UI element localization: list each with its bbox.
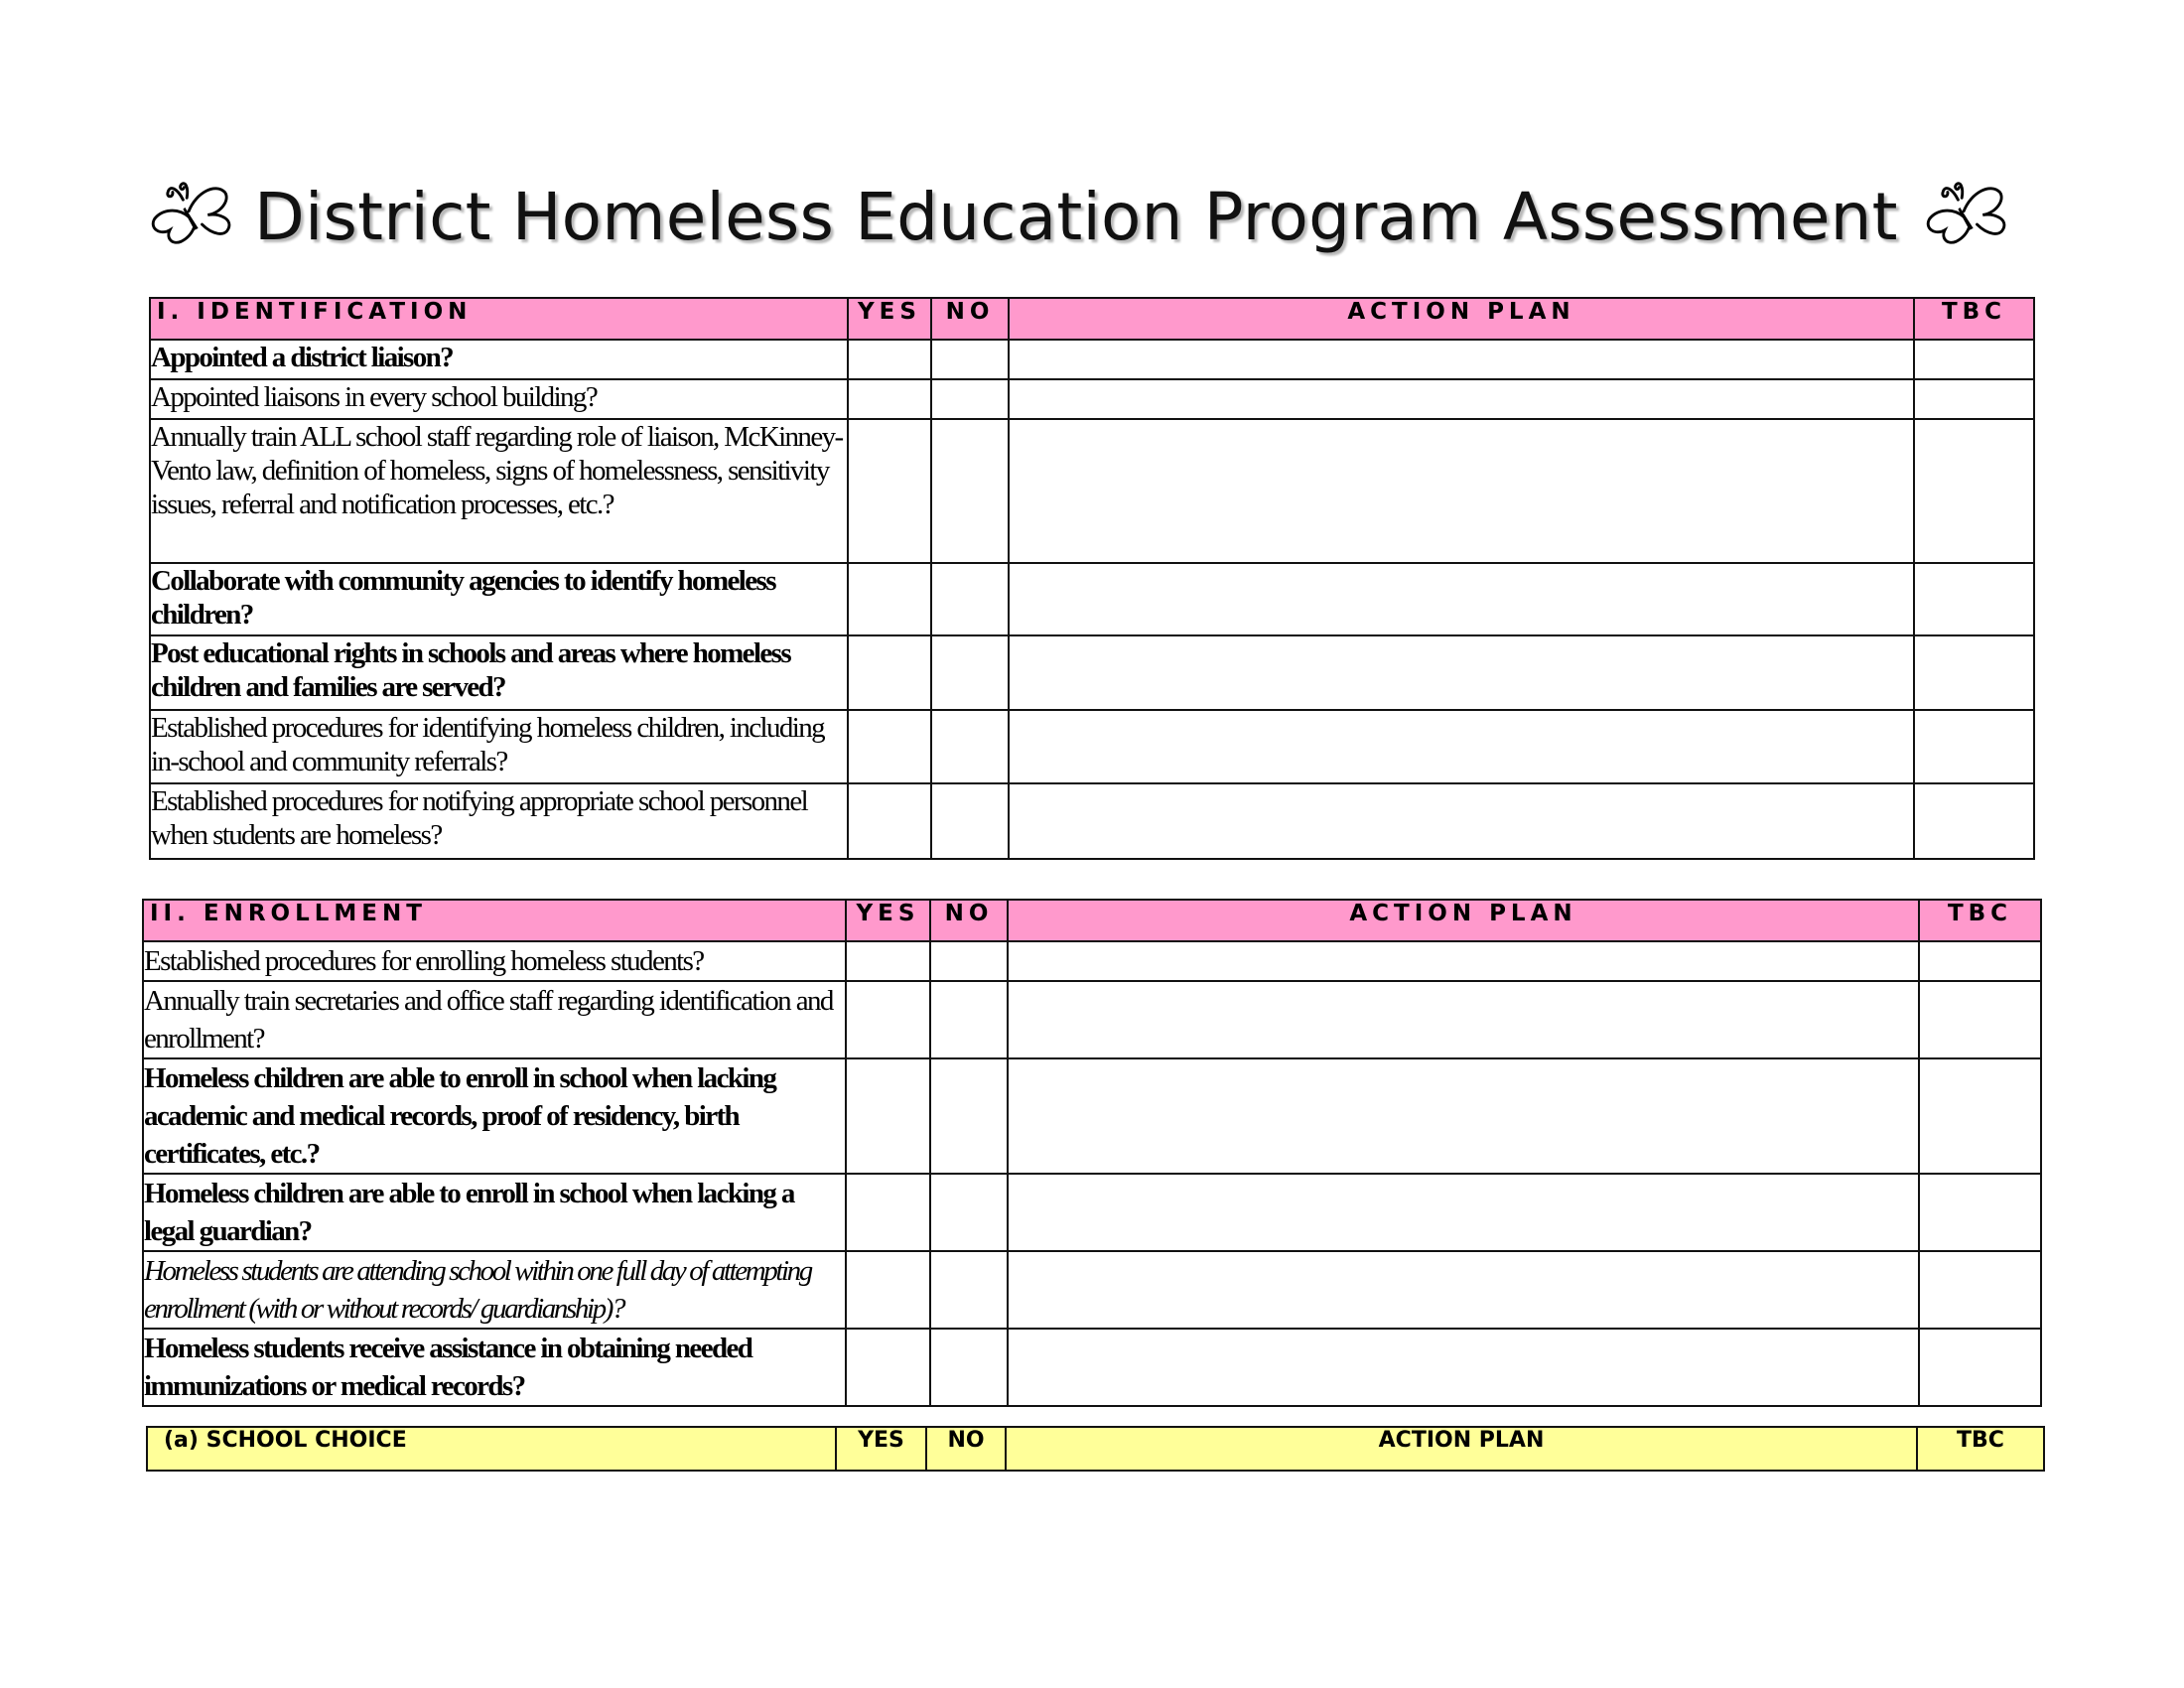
tbc-cell[interactable]	[1919, 1174, 2041, 1251]
tbc-cell[interactable]	[1919, 1251, 2041, 1329]
no-cell[interactable]	[930, 1058, 1008, 1174]
tbc-cell[interactable]	[1914, 379, 2034, 419]
column-header-tbc: TBC	[1914, 298, 2034, 340]
enrollment-table	[142, 899, 2042, 1407]
tbc-cell[interactable]	[1919, 1058, 2041, 1174]
butterfly-icon	[1924, 179, 2009, 250]
column-header-action-plan: ACTION PLAN	[1008, 900, 1919, 941]
yes-cell[interactable]	[848, 340, 931, 379]
section-header-identification: I. IDENTIFICATION	[150, 298, 848, 340]
yes-cell[interactable]	[846, 941, 930, 981]
table-row	[143, 1251, 2041, 1329]
table-header-row	[143, 900, 2041, 941]
action-plan-cell[interactable]	[1009, 340, 1914, 379]
tbc-cell[interactable]	[1914, 563, 2034, 635]
yes-cell[interactable]	[846, 1329, 930, 1406]
no-cell[interactable]	[931, 710, 1009, 783]
action-plan-cell[interactable]	[1008, 941, 1919, 981]
action-plan-cell[interactable]	[1009, 635, 1914, 710]
column-header-no: NO	[931, 298, 1009, 340]
yes-cell[interactable]	[848, 563, 931, 635]
column-header-tbc: TBC	[1919, 900, 2041, 941]
identification-table	[149, 297, 2035, 860]
action-plan-cell[interactable]	[1009, 379, 1914, 419]
no-cell[interactable]	[930, 941, 1008, 981]
section-header-enrollment: II. ENROLLMENT	[143, 900, 846, 941]
section-header-school-choice: (a) SCHOOL CHOICE	[147, 1427, 836, 1471]
table-row	[150, 563, 2034, 635]
question-cell: Collaborate with community agencies to identify homeless children?	[150, 563, 848, 635]
column-header-no: NO	[926, 1427, 1006, 1471]
yes-cell[interactable]	[846, 981, 930, 1058]
table-row	[143, 1174, 2041, 1251]
yes-cell[interactable]	[848, 379, 931, 419]
yes-cell[interactable]	[848, 783, 931, 859]
yes-cell[interactable]	[848, 710, 931, 783]
table-row	[150, 379, 2034, 419]
column-header-yes: YES	[846, 900, 930, 941]
table-header-row	[150, 298, 2034, 340]
column-header-action-plan: ACTION PLAN	[1009, 298, 1914, 340]
action-plan-cell[interactable]	[1008, 1251, 1919, 1329]
question-cell: Homeless students receive assistance in obtaining needed immunizations or medical records?	[143, 1329, 846, 1406]
yes-cell[interactable]	[848, 635, 931, 710]
tbc-cell[interactable]	[1919, 941, 2041, 981]
action-plan-cell[interactable]	[1009, 710, 1914, 783]
question-cell: Homeless students are attending school within one full day of attempting enrollment (with or without records/ guardianship)?	[143, 1251, 846, 1329]
tbc-cell[interactable]	[1914, 710, 2034, 783]
no-cell[interactable]	[931, 379, 1009, 419]
action-plan-cell[interactable]	[1009, 419, 1914, 563]
yes-cell[interactable]	[846, 1251, 930, 1329]
tbc-cell[interactable]	[1914, 635, 2034, 710]
butterfly-icon	[149, 179, 234, 250]
question-cell: Homeless children are able to enroll in school when lacking a legal guardian?	[143, 1174, 846, 1251]
question-cell: Appointed a district liaison?	[150, 340, 848, 379]
yes-cell[interactable]	[848, 419, 931, 563]
column-header-action-plan: ACTION PLAN	[1006, 1427, 1917, 1471]
table-row	[143, 1058, 2041, 1174]
question-cell: Appointed liaisons in every school building?	[150, 379, 848, 419]
no-cell[interactable]	[931, 340, 1009, 379]
page-title: District Homeless Education Program Assessment	[254, 179, 1898, 255]
school-choice-table	[146, 1426, 2045, 1472]
no-cell[interactable]	[931, 563, 1009, 635]
column-header-no: NO	[930, 900, 1008, 941]
question-cell: Homeless children are able to enroll in school when lacking academic and medical records, proof of residency, birth certificates, etc.?	[143, 1058, 846, 1174]
table-row	[150, 635, 2034, 710]
table-row	[143, 981, 2041, 1058]
column-header-yes: YES	[848, 298, 931, 340]
no-cell[interactable]	[931, 635, 1009, 710]
tbc-cell[interactable]	[1919, 1329, 2041, 1406]
tbc-cell[interactable]	[1914, 419, 2034, 563]
table-row	[143, 1329, 2041, 1406]
column-header-yes: YES	[836, 1427, 926, 1471]
no-cell[interactable]	[931, 783, 1009, 859]
no-cell[interactable]	[930, 1251, 1008, 1329]
question-cell: Established procedures for identifying homeless children, including in-school and community referrals?	[150, 710, 848, 783]
no-cell[interactable]	[930, 1174, 1008, 1251]
no-cell[interactable]	[930, 981, 1008, 1058]
table-header-row	[147, 1427, 2044, 1471]
tbc-cell[interactable]	[1919, 981, 2041, 1058]
title-row	[149, 175, 2015, 260]
tbc-cell[interactable]	[1914, 340, 2034, 379]
action-plan-cell[interactable]	[1008, 1058, 1919, 1174]
column-header-tbc: TBC	[1917, 1427, 2044, 1471]
question-cell: Established procedures for enrolling homeless students?	[143, 941, 846, 981]
no-cell[interactable]	[931, 419, 1009, 563]
table-row	[150, 783, 2034, 859]
question-cell: Annually train secretaries and office staff regarding identification and enrollment?	[143, 981, 846, 1058]
yes-cell[interactable]	[846, 1058, 930, 1174]
table-row	[150, 710, 2034, 783]
table-row	[143, 941, 2041, 981]
action-plan-cell[interactable]	[1008, 1329, 1919, 1406]
table-row	[150, 419, 2034, 563]
action-plan-cell[interactable]	[1008, 1174, 1919, 1251]
yes-cell[interactable]	[846, 1174, 930, 1251]
question-cell: Post educational rights in schools and areas where homeless children and families are served?	[150, 635, 848, 710]
question-cell: Established procedures for notifying appropriate school personnel when students are homeless?	[150, 783, 848, 859]
action-plan-cell[interactable]	[1009, 783, 1914, 859]
action-plan-cell[interactable]	[1009, 563, 1914, 635]
tbc-cell[interactable]	[1914, 783, 2034, 859]
action-plan-cell[interactable]	[1008, 981, 1919, 1058]
question-cell: Annually train ALL school staff regarding role of liaison, McKinney-Vento law, definition of homeless, signs of homelessness, sensitivity issues, referral and notification processes, etc.?	[150, 419, 848, 563]
table-row	[150, 340, 2034, 379]
no-cell[interactable]	[930, 1329, 1008, 1406]
